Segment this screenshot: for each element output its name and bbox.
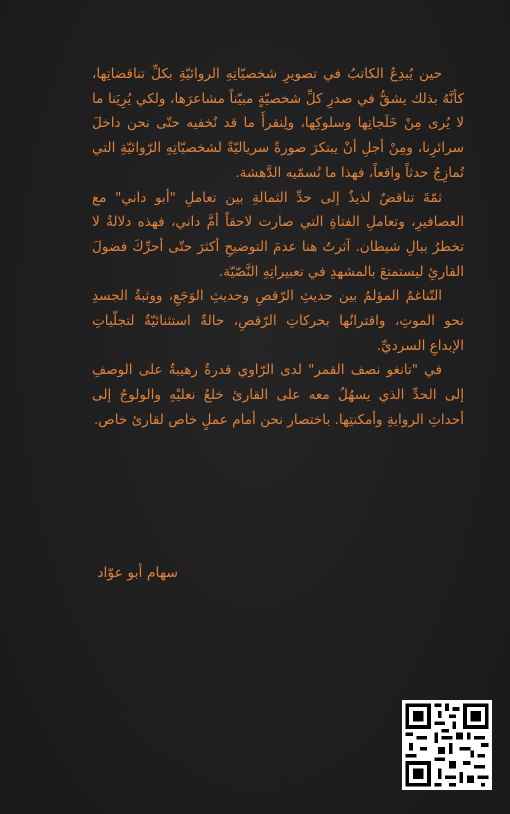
blurb-paragraph-4: في "تانغو نصف القمر" لدى الرّاوي قدرةٌ رهيبةٌ على الوصفِ إلى الحدِّ الذي يسهُلُ معه على القارئ خلعُ نعليْهِ والولوجُ إلى أحداثِ الروايةِ وأمكنتِها. باختصار نحن أمام عملٍ خاص لقارئ خاص. <box>92 362 464 428</box>
blurb-paragraph-2: ثمّةَ تناقضٌ لذيذٌ إلى حدِّ الثمالةِ بين تعاملِ "أبو داني" مع العصافيرِ، وتعاملِ الفتاةِ التي صارت لاحقاً أمَّ داني، فهذه دلالةٌ لا تخطرُ ببالِ شيطان. آثرتُ هنا عدمَ التوضيحِ أكثرَ حتّى أحرِّكَ فضولَ القارئِ ليستمتعَ بالمشهدِ في تعبيراتِهِ النَّصّيّة. <box>92 189 464 280</box>
author-signature: سهام أبو عوّاد <box>97 565 178 581</box>
qr-code-graphic <box>402 700 492 790</box>
qr-code-icon <box>402 700 492 790</box>
blurb-paragraph-1: حين يُبدِعُ الكاتبُ في تصويرِ شخصيّاتِهِ الروائيّةِ بكلِّ تناقضاتِها، كأنَّهُ بذلك يشقُّ في صدرِ كلِّ شخصيّةٍ مبيّناً مشاعرَها، ولكي يُرِيَنا ما لا يُرى مِنْ خَلَجاتِها وسلوكِها، ولِنقرأَ ما قد نُخفيه حتّى نحن داخلَ سرائرِنا، ومِنْ أجلِ أنْ يبتكرَ صورةً سرياليّةً لشخصيّاتِهِ الرّوائيّةِ التي تُمازِجُ حدثاً واقعاً، فهذا ما نُسمّيه الدَّهشة. <box>92 66 464 181</box>
blurb-paragraph-3: التّناغمُ المؤلمُ بين حديثِ الرّقصِ وحديثِ الوَجَعِ، ووثبةُ الجسدِ نحو الموتِ، واقترانُها بحركاتِ الرّقصِ، حالةٌ استثنائيّةٌ لتجلّياتِ الإبداعِ السرديِّ. <box>92 288 464 354</box>
blurb-text <box>92 62 464 433</box>
